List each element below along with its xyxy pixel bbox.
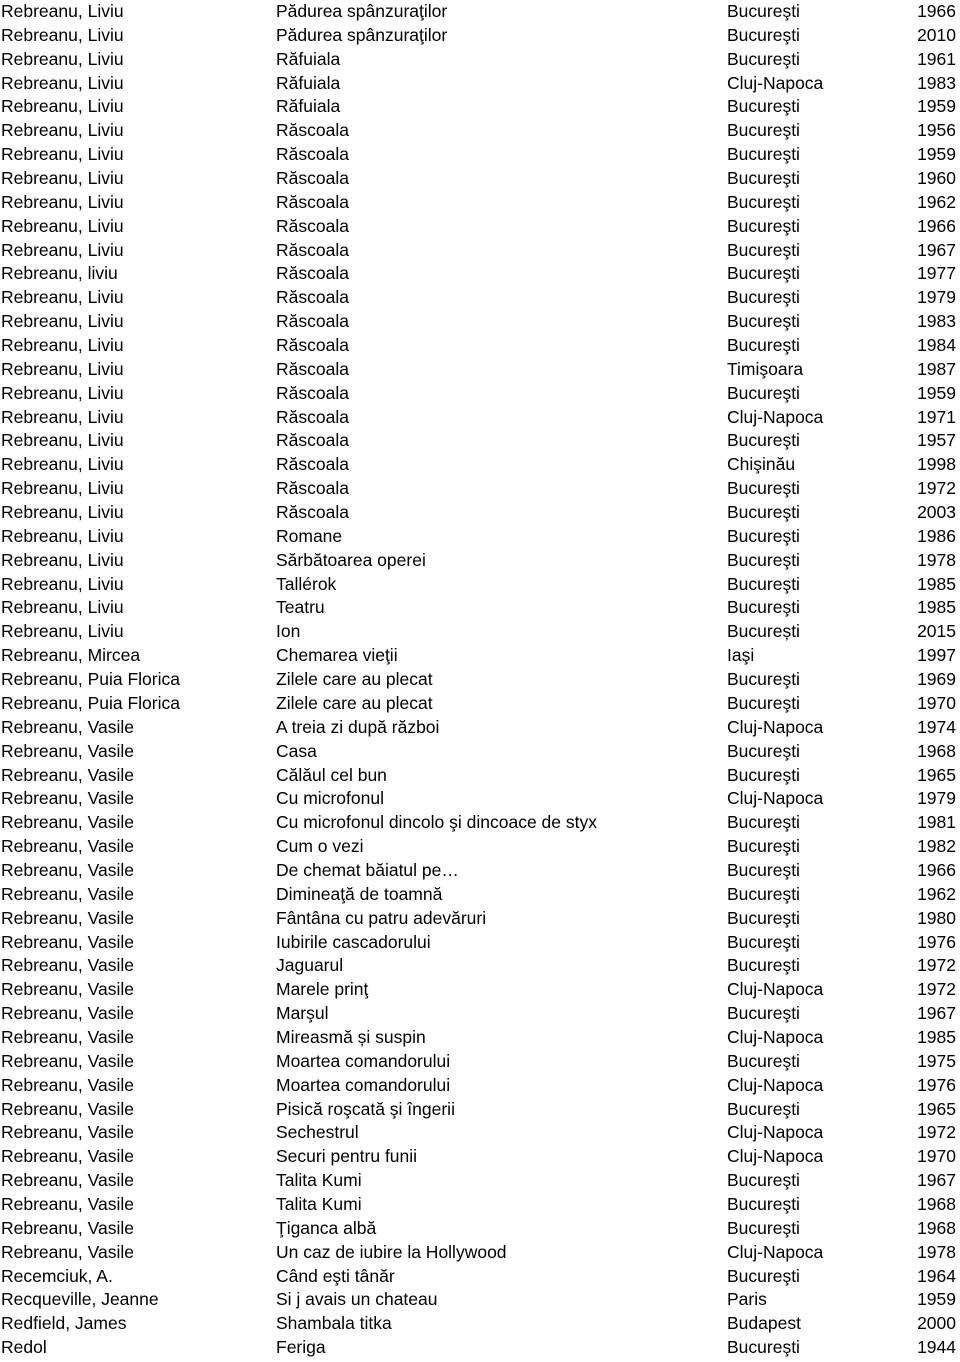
author-cell: Rebreanu, Liviu [1, 454, 124, 475]
city-cell: Cluj-Napoca [727, 979, 824, 1000]
title-cell: Răfuiala [276, 96, 341, 117]
city-cell: Bucureşti [727, 144, 800, 165]
author-cell: Rebreanu, Liviu [1, 48, 124, 69]
city-cell: Bucureşti [727, 955, 800, 976]
city-cell: Bucureşti [727, 430, 800, 451]
year-cell: 1984 [917, 335, 956, 356]
city-cell: Bucureşti [727, 311, 800, 332]
city-cell: Bucureşti [727, 335, 800, 356]
list-item [0, 0, 960, 24]
year-cell: 1978 [917, 549, 956, 570]
title-cell: Fântâna cu patru adevăruri [276, 907, 487, 928]
author-cell: Rebreanu, Vasile [1, 788, 134, 809]
author-cell: Rebreanu, Liviu [1, 525, 124, 546]
year-cell: 1962 [917, 883, 956, 904]
list-item [0, 358, 960, 382]
year-cell: 1976 [917, 931, 956, 952]
list-item [0, 859, 960, 883]
title-cell: Răscoala [276, 478, 349, 499]
list-item [0, 310, 960, 334]
year-cell: 1983 [917, 311, 956, 332]
author-cell: Rebreanu, Vasile [1, 740, 134, 761]
author-cell: Redfield, James [1, 1313, 127, 1334]
city-cell: Bucureşti [727, 502, 800, 523]
city-cell: Bucureşti [727, 836, 800, 857]
list-item [0, 1002, 960, 1026]
city-cell: Bucureşti [727, 669, 800, 690]
year-cell: 1981 [917, 812, 956, 833]
list-item [0, 143, 960, 167]
city-cell: Bucureşti [727, 96, 800, 117]
year-cell: 1985 [917, 1026, 956, 1047]
year-cell: 1961 [917, 48, 956, 69]
title-cell: Marele prinţ [276, 979, 369, 1000]
city-cell: Bucureşti [727, 692, 800, 713]
list-item [0, 72, 960, 96]
city-cell: Bucureşti [727, 883, 800, 904]
year-cell: 1968 [917, 1193, 956, 1214]
city-cell: Bucureşti [727, 1, 800, 21]
author-cell: Rebreanu, Vasile [1, 1146, 134, 1167]
list-item [0, 334, 960, 358]
author-cell: Rebreanu, Vasile [1, 955, 134, 976]
year-cell: 1976 [917, 1074, 956, 1095]
title-cell: Moartea comandorului [276, 1050, 451, 1071]
year-cell: 1979 [917, 788, 956, 809]
title-cell: Sechestrul [276, 1122, 359, 1143]
list-item [0, 406, 960, 430]
title-cell: Chemarea vieţii [276, 645, 398, 666]
list-item [0, 1098, 960, 1122]
year-cell: 1986 [917, 525, 956, 546]
list-item [0, 1312, 960, 1336]
title-cell: Iubirile cascadorului [276, 931, 431, 952]
city-cell: Bucureşti [727, 382, 800, 403]
city-cell: Bucureşti [727, 215, 800, 236]
title-cell: Răfuiala [276, 72, 341, 93]
list-item [0, 740, 960, 764]
title-cell: Răscoala [276, 430, 349, 451]
author-cell: Recemciuk, A. [1, 1265, 113, 1286]
title-cell: Răscoala [276, 454, 349, 475]
author-cell: Rebreanu, Liviu [1, 215, 124, 236]
city-cell: Bucureşti [727, 549, 800, 570]
year-cell: 1972 [917, 1122, 956, 1143]
author-cell: Rebreanu, Puia Florica [1, 669, 180, 690]
city-cell: Bucureşti [727, 239, 800, 260]
list-item [0, 1265, 960, 1289]
list-item [0, 215, 960, 239]
list-item [0, 573, 960, 597]
city-cell: Bucureşti [727, 573, 800, 594]
title-cell: Ţiganca albă [276, 1217, 377, 1238]
list-item [0, 978, 960, 1002]
author-cell: Rebreanu, Liviu [1, 72, 124, 93]
title-cell: De chemat băiatul pe… [276, 859, 459, 880]
author-cell: Rebreanu, Vasile [1, 1122, 134, 1143]
city-cell: Bucureşti [727, 764, 800, 785]
author-cell: Rebreanu, Vasile [1, 836, 134, 857]
title-cell: Marşul [276, 1003, 329, 1024]
list-item [0, 549, 960, 573]
title-cell: Pădurea spânzuraţilor [276, 24, 448, 45]
year-cell: 1959 [917, 96, 956, 117]
city-cell: Bucureşti [727, 1265, 800, 1286]
year-cell: 1967 [917, 1003, 956, 1024]
list-item [0, 954, 960, 978]
list-item [0, 692, 960, 716]
title-cell: Pisică roşcată şi îngerii [276, 1098, 455, 1119]
author-cell: Rebreanu, Vasile [1, 1074, 134, 1095]
author-cell: Rebreanu, Vasile [1, 716, 134, 737]
city-cell: Bucureşti [727, 120, 800, 141]
author-cell: Rebreanu, Vasile [1, 1193, 134, 1214]
title-cell: Răscoala [276, 502, 349, 523]
year-cell: 1982 [917, 836, 956, 857]
year-cell: 1957 [917, 430, 956, 451]
city-cell: Bucureşti [727, 1050, 800, 1071]
list-item [0, 931, 960, 955]
author-cell: Rebreanu, Vasile [1, 1026, 134, 1047]
city-cell: Cluj-Napoca [727, 788, 824, 809]
title-cell: Romane [276, 525, 343, 546]
list-item [0, 1050, 960, 1074]
list-item [0, 1145, 960, 1169]
city-cell: Bucureşti [727, 1170, 800, 1191]
title-cell: Shambala titka [276, 1313, 392, 1334]
title-cell: Sărbătoarea operei [276, 549, 426, 570]
author-cell: Rebreanu, Liviu [1, 96, 124, 117]
title-cell: Zilele care au plecat [276, 669, 433, 690]
title-cell: Răscoala [276, 406, 349, 427]
author-cell: Rebreanu, Vasile [1, 1098, 134, 1119]
title-cell: Securi pentru funii [276, 1146, 418, 1167]
author-cell: Rebreanu, Puia Florica [1, 692, 180, 713]
author-cell: Rebreanu, Liviu [1, 24, 124, 45]
year-cell: 1959 [917, 144, 956, 165]
list-item [0, 95, 960, 119]
author-cell: Rebreanu, Vasile [1, 1241, 134, 1262]
author-cell: Redol [1, 1337, 47, 1358]
list-item [0, 835, 960, 859]
list-item [0, 167, 960, 191]
city-cell: Bucureşti [727, 859, 800, 880]
title-cell: Si j avais un chateau [276, 1289, 438, 1310]
city-cell: Cluj-Napoca [727, 406, 824, 427]
city-cell: Iaşi [727, 645, 755, 666]
year-cell: 1969 [917, 669, 956, 690]
year-cell: 1998 [917, 454, 956, 475]
city-cell: Bucureşti [727, 1193, 800, 1214]
title-cell: Răscoala [276, 144, 349, 165]
year-cell: 2015 [917, 621, 956, 642]
year-cell: 1966 [917, 859, 956, 880]
year-cell: 1959 [917, 1289, 956, 1310]
author-cell: Rebreanu, Vasile [1, 812, 134, 833]
list-item [0, 716, 960, 740]
year-cell: 1972 [917, 955, 956, 976]
author-cell: Rebreanu, Vasile [1, 979, 134, 1000]
list-item [0, 453, 960, 477]
year-cell: 1987 [917, 358, 956, 379]
year-cell: 1968 [917, 1217, 956, 1238]
title-cell: Răscoala [276, 358, 349, 379]
city-cell: Timişoara [727, 358, 804, 379]
title-cell: Cu microfonul [276, 788, 384, 809]
author-cell: Rebreanu, Vasile [1, 1003, 134, 1024]
title-cell: Jaguarul [276, 955, 344, 976]
author-cell: Rebreanu, Vasile [1, 883, 134, 904]
city-cell: Bucureşti [727, 48, 800, 69]
year-cell: 1970 [917, 1146, 956, 1167]
author-cell: Rebreanu, Liviu [1, 287, 124, 308]
title-cell: Răscoala [276, 287, 349, 308]
title-cell: Răscoala [276, 239, 349, 260]
author-cell: Rebreanu, Vasile [1, 1050, 134, 1071]
list-item [0, 1241, 960, 1265]
city-cell: Cluj-Napoca [727, 72, 824, 93]
city-cell: Bucureşti [727, 1217, 800, 1238]
list-item [0, 1074, 960, 1098]
author-cell: Rebreanu, Vasile [1, 764, 134, 785]
list-item [0, 525, 960, 549]
title-cell: Răscoala [276, 120, 349, 141]
author-cell: Rebreanu, Liviu [1, 430, 124, 451]
list-item [0, 24, 960, 48]
year-cell: 2000 [917, 1313, 956, 1334]
list-item [0, 48, 960, 72]
city-cell: Bucureşti [727, 812, 800, 833]
title-cell: Ion [276, 621, 301, 642]
year-cell: 1980 [917, 907, 956, 928]
author-cell: Rebreanu, Liviu [1, 168, 124, 189]
author-cell: Recqueville, Jeanne [1, 1289, 159, 1310]
city-cell: Bucureşti [727, 740, 800, 761]
author-cell: Rebreanu, Liviu [1, 358, 124, 379]
list-item [0, 1217, 960, 1241]
author-cell: Rebreanu, Liviu [1, 382, 124, 403]
title-cell: Răscoala [276, 168, 349, 189]
city-cell: Bucureşti [727, 525, 800, 546]
title-cell: Casa [276, 740, 317, 761]
author-cell: Rebreanu, Liviu [1, 191, 124, 212]
title-cell: A treia zi după război [276, 716, 440, 737]
title-cell: Moartea comandorului [276, 1074, 451, 1095]
city-cell: Cluj-Napoca [727, 1122, 824, 1143]
year-cell: 1977 [917, 263, 956, 284]
city-cell: Paris [727, 1289, 767, 1310]
author-cell: Rebreanu, Liviu [1, 549, 124, 570]
title-cell: Cu microfonul dincolo şi dincoace de styx [276, 812, 597, 833]
year-cell: 1972 [917, 478, 956, 499]
city-cell: Cluj-Napoca [727, 1026, 824, 1047]
year-cell: 1966 [917, 1, 956, 21]
city-cell: Bucureşti [727, 287, 800, 308]
city-cell: Bucureşti [727, 907, 800, 928]
title-cell: Mireasmă și suspin [276, 1026, 426, 1047]
list-item [0, 787, 960, 811]
city-cell: Chişinău [727, 454, 796, 475]
city-cell: Cluj-Napoca [727, 1146, 824, 1167]
title-cell: Răscoala [276, 311, 349, 332]
year-cell: 1964 [917, 1265, 956, 1286]
list-item [0, 620, 960, 644]
author-cell: Rebreanu, Liviu [1, 120, 124, 141]
author-cell: Rebreanu, Liviu [1, 144, 124, 165]
list-item [0, 239, 960, 263]
year-cell: 1965 [917, 764, 956, 785]
year-cell: 1968 [917, 740, 956, 761]
title-cell: Talita Kumi [276, 1170, 362, 1191]
city-cell: Cluj-Napoca [727, 1241, 824, 1262]
author-cell: Rebreanu, Vasile [1, 931, 134, 952]
title-cell: Zilele care au plecat [276, 692, 433, 713]
list-item [0, 477, 960, 501]
author-cell: Rebreanu, Vasile [1, 1217, 134, 1238]
title-cell: Un caz de iubire la Hollywood [276, 1241, 507, 1262]
year-cell: 1962 [917, 191, 956, 212]
title-cell: Tallérok [276, 573, 337, 594]
list-item [0, 119, 960, 143]
author-cell: Rebreanu, Mircea [1, 645, 141, 666]
author-cell: Rebreanu, Vasile [1, 1170, 134, 1191]
list-item [0, 1026, 960, 1050]
author-cell: Rebreanu, liviu [1, 263, 118, 284]
list-item [0, 1193, 960, 1217]
city-cell: Bucureşti [727, 168, 800, 189]
author-cell: Rebreanu, Vasile [1, 859, 134, 880]
title-cell: Talita Kumi [276, 1193, 362, 1214]
title-cell: Când eşti tânăr [276, 1265, 395, 1286]
list-item [0, 1336, 960, 1360]
city-cell: Bucureşti [727, 1003, 800, 1024]
title-cell: Călăul cel bun [276, 764, 387, 785]
list-item [0, 764, 960, 788]
year-cell: 1972 [917, 979, 956, 1000]
city-cell: Bucureşti [727, 931, 800, 952]
year-cell: 1983 [917, 72, 956, 93]
list-item [0, 668, 960, 692]
year-cell: 2010 [917, 24, 956, 45]
list-item [0, 644, 960, 668]
list-item [0, 191, 960, 215]
list-item [0, 1169, 960, 1193]
city-cell: Bucureşti [727, 597, 800, 618]
title-cell: Răscoala [276, 215, 349, 236]
year-cell: 1967 [917, 239, 956, 260]
year-cell: 1974 [917, 716, 956, 737]
year-cell: 1985 [917, 597, 956, 618]
city-cell: Bucureşti [727, 24, 800, 45]
title-cell: Răscoala [276, 263, 349, 284]
author-cell: Rebreanu, Liviu [1, 573, 124, 594]
year-cell: 1944 [917, 1337, 956, 1358]
city-cell: Bucureşti [727, 478, 800, 499]
year-cell: 2003 [917, 502, 956, 523]
year-cell: 1978 [917, 1241, 956, 1262]
list-item [0, 501, 960, 525]
year-cell: 1971 [917, 406, 956, 427]
city-cell: Bucureşti [727, 1337, 800, 1358]
list-item [0, 811, 960, 835]
year-cell: 1959 [917, 382, 956, 403]
list-item [0, 596, 960, 620]
year-cell: 1975 [917, 1050, 956, 1071]
title-cell: Pădurea spânzuraţilor [276, 1, 448, 21]
author-cell: Rebreanu, Liviu [1, 502, 124, 523]
title-cell: Răscoala [276, 191, 349, 212]
list-item [0, 382, 960, 406]
year-cell: 1985 [917, 573, 956, 594]
list-item [0, 883, 960, 907]
city-cell: Bucureşti [727, 263, 800, 284]
title-cell: Teatru [276, 597, 325, 618]
city-cell: Cluj-Napoca [727, 716, 824, 737]
year-cell: 1967 [917, 1170, 956, 1191]
title-cell: Dimineaţă de toamnă [276, 883, 443, 904]
author-cell: Rebreanu, Liviu [1, 621, 124, 642]
title-cell: Feriga [276, 1337, 326, 1358]
author-cell: Rebreanu, Vasile [1, 907, 134, 928]
year-cell: 1966 [917, 215, 956, 236]
author-cell: Rebreanu, Liviu [1, 239, 124, 260]
author-cell: Rebreanu, Liviu [1, 311, 124, 332]
year-cell: 1997 [917, 645, 956, 666]
year-cell: 1965 [917, 1098, 956, 1119]
list-item [0, 1288, 960, 1312]
year-cell: 1960 [917, 168, 956, 189]
title-cell: Răscoala [276, 335, 349, 356]
list-item [0, 1121, 960, 1145]
title-cell: Răscoala [276, 382, 349, 403]
author-cell: Rebreanu, Liviu [1, 597, 124, 618]
author-cell: Rebreanu, Liviu [1, 1, 124, 21]
author-cell: Rebreanu, Liviu [1, 478, 124, 499]
city-cell: Bucureşti [727, 1098, 800, 1119]
list-item [0, 429, 960, 453]
author-cell: Rebreanu, Liviu [1, 335, 124, 356]
city-cell: Budapest [727, 1313, 801, 1334]
year-cell: 1956 [917, 120, 956, 141]
city-cell: Bucureşti [727, 191, 800, 212]
title-cell: Cum o vezi [276, 836, 364, 857]
year-cell: 1970 [917, 692, 956, 713]
author-cell: Rebreanu, Liviu [1, 406, 124, 427]
title-cell: Răfuiala [276, 48, 341, 69]
city-cell: Cluj-Napoca [727, 1074, 824, 1095]
year-cell: 1979 [917, 287, 956, 308]
list-item [0, 286, 960, 310]
city-cell: București [727, 621, 800, 642]
list-item [0, 907, 960, 931]
list-item [0, 262, 960, 286]
